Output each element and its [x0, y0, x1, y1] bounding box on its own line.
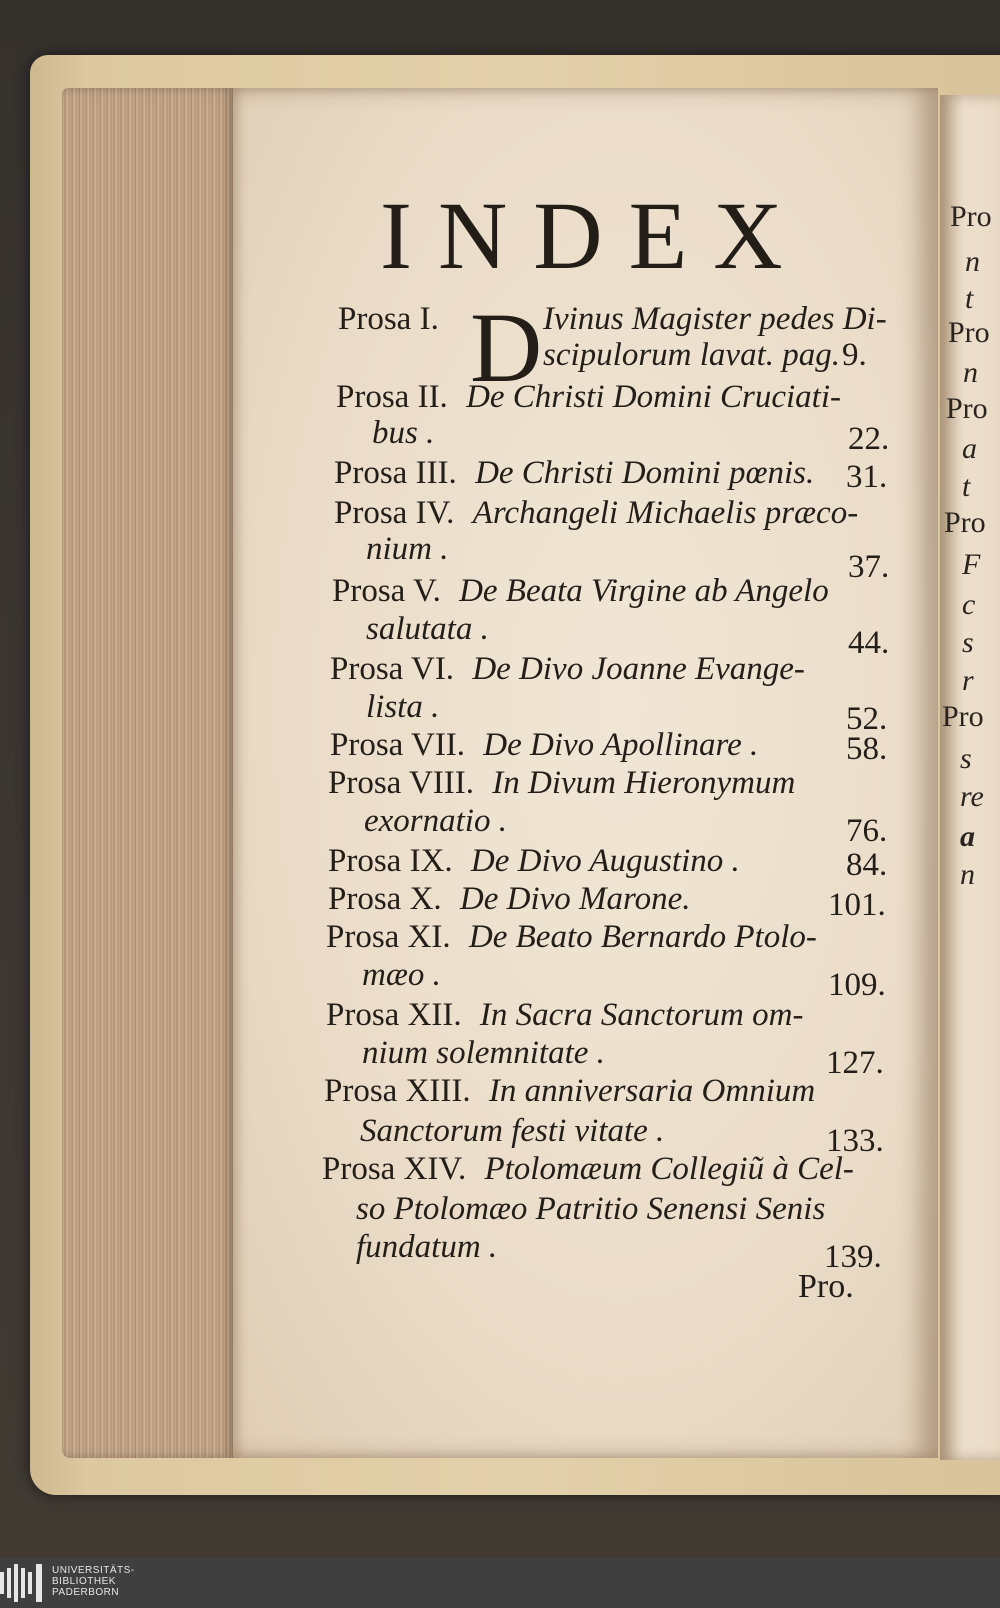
- entry-page-number: 52.: [846, 701, 888, 737]
- right-page-fragment: Pro: [942, 700, 984, 733]
- right-page-fragment: re: [960, 780, 984, 813]
- index-heading: INDEX: [380, 182, 809, 289]
- entry-title-line: scipulorum lavat. pag.: [543, 337, 840, 373]
- index-entry: Prosa XI. De Beato Bernardo Ptolo-: [326, 919, 817, 955]
- entry-page-number: 101.: [828, 887, 886, 923]
- right-page-fragment: n: [963, 356, 978, 389]
- right-page-fragment: a: [960, 820, 975, 853]
- index-entry: Prosa VIII. In Divum Hieronymum: [328, 765, 796, 801]
- entry-title-line: bus .: [372, 415, 435, 451]
- entry-title-line: salutata .: [366, 611, 489, 647]
- entry-label: Prosa I.: [338, 301, 439, 337]
- right-page-fragment: Pro: [948, 316, 990, 349]
- index-entry: Prosa XIV. Ptolomæum Collegiũ à Cel-: [322, 1151, 854, 1187]
- right-page-fragment: Pro: [946, 392, 988, 425]
- entry-page-number: 44.: [848, 625, 890, 661]
- right-page-fragment: n: [960, 858, 975, 891]
- entry-page-number: 22.: [848, 421, 890, 457]
- entry-page-number: 127.: [826, 1045, 884, 1081]
- footer-bar: [0, 1558, 1000, 1608]
- entry-title-line: so Ptolomæo Patritio Senensi Senis: [356, 1191, 826, 1227]
- index-entry: Prosa II. De Christi Domini Cruciati-: [336, 379, 841, 415]
- right-page-fragment: s: [960, 742, 972, 775]
- index-entry: Prosa IX. De Divo Augustino .: [328, 843, 740, 879]
- index-entry: Prosa XIII. In anniversaria Omnium: [324, 1073, 816, 1109]
- entry-page-number: 31.: [846, 459, 888, 495]
- right-page-fragment: t: [965, 282, 974, 315]
- index-entry: Prosa III. De Christi Domini pœnis.: [334, 455, 815, 491]
- index-entry: [338, 300, 439, 338]
- index-entry: Prosa X. De Divo Marone.: [328, 881, 691, 917]
- entry-title-line: mæo .: [362, 957, 441, 993]
- page-edges: [62, 88, 234, 1458]
- entry-label: Prosa II.: [336, 379, 448, 415]
- entry-label: Prosa VII.: [330, 727, 466, 763]
- right-page-fragment: a: [962, 432, 977, 465]
- entry-title-line: lista .: [366, 689, 440, 725]
- right-page-fragment: s: [962, 626, 974, 659]
- entry-title-line: nium .: [366, 531, 449, 567]
- right-page-fragment: n: [965, 245, 980, 278]
- library-logo-icon: [0, 1558, 48, 1608]
- entry-label: Prosa IV.: [334, 495, 455, 531]
- right-page-fragment: c: [962, 588, 976, 621]
- entry-title-line: exornatio .: [364, 803, 507, 839]
- entry-page-number: 37.: [848, 549, 890, 585]
- entry-title-line: nium solemnitate .: [362, 1035, 605, 1071]
- library-name: UNIVERSITÄTS- BIBLIOTHEK PADERBORN: [52, 1565, 135, 1598]
- right-page-fragment: Pro: [950, 200, 992, 233]
- right-page-fragment: F: [962, 548, 981, 581]
- drop-capital: D: [470, 292, 543, 403]
- entry-label: Prosa IX.: [328, 843, 453, 879]
- entry-label: Prosa X.: [328, 881, 442, 917]
- entry-label: Prosa V.: [332, 573, 441, 609]
- entry-page-number: 139.: [824, 1239, 882, 1275]
- entry-page-number: 133.: [826, 1123, 884, 1159]
- right-page-fragment: Pro: [944, 506, 986, 539]
- index-entry: Prosa IV. Archangeli Michaelis præco-: [334, 495, 859, 531]
- entry-label: Prosa XIV.: [322, 1151, 467, 1187]
- entry-page-number: 109.: [828, 967, 886, 1003]
- right-page-fragment: t: [962, 470, 971, 503]
- index-entry: Prosa VI. De Divo Joanne Evange-: [330, 651, 805, 687]
- entry-label: Prosa XIII.: [324, 1073, 471, 1109]
- index-entry: Prosa V. De Beata Virgine ab Angelo: [332, 573, 829, 609]
- entry-label: Prosa XI.: [326, 919, 451, 955]
- entry-page-number: 84.: [846, 847, 888, 883]
- entry-title-line: Sanctorum festi vitate .: [360, 1113, 665, 1149]
- entry-page-number: 58.: [846, 731, 888, 767]
- index-entry: Prosa VII. De Divo Apollinare .: [330, 727, 759, 763]
- entry-title-line: fundatum .: [356, 1229, 498, 1265]
- entry-label: Prosa VIII.: [328, 765, 475, 801]
- entry-label: Prosa XII.: [326, 997, 462, 1033]
- entry-page-number: 9.: [842, 337, 867, 373]
- entry-title-line: Ivinus Magister pedes Di-: [543, 301, 887, 337]
- right-page-fragment: r: [962, 664, 974, 697]
- entry-label: Prosa VI.: [330, 651, 455, 687]
- index-entry: Prosa XII. In Sacra Sanctorum om-: [326, 997, 804, 1033]
- catchword: Pro.: [798, 1268, 854, 1305]
- entry-label: Prosa III.: [334, 455, 457, 491]
- entry-page-number: 76.: [846, 813, 888, 849]
